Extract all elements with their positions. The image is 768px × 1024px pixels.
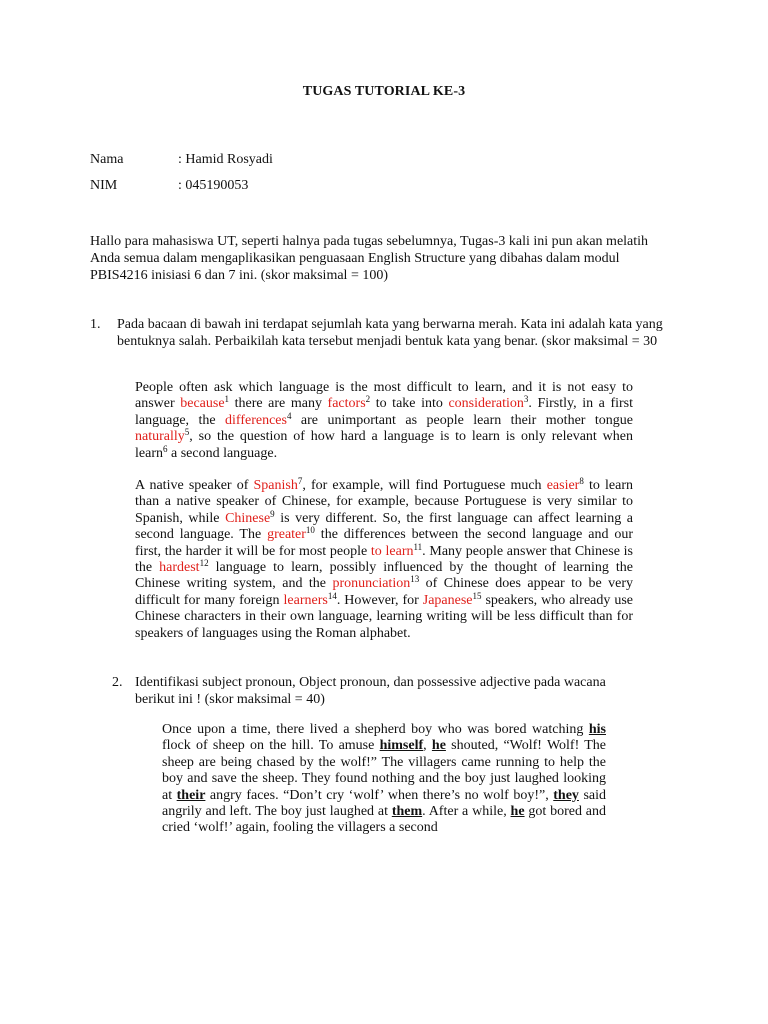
passage-text: said angrily and left. The boy just laughed at — [162, 787, 607, 820]
incorrect-word: hardest — [159, 560, 200, 576]
question-number: 2. — [112, 675, 123, 690]
passage-text: . After a while, — [422, 804, 511, 820]
passage-text: a second language. — [167, 445, 278, 461]
incorrect-word: naturally — [135, 429, 185, 445]
footnote-number: 4 — [286, 410, 292, 421]
name-value: : Hamid Rosyadi — [178, 152, 273, 167]
incorrect-word: consideration — [448, 396, 524, 412]
passage-text: of Chinese does appear to be very difficult for many foreign — [135, 576, 633, 608]
passage-text: , for example, will find Portuguese much — [302, 478, 547, 494]
incorrect-word: pronunciation — [332, 576, 411, 592]
incorrect-word: Spanish — [253, 478, 298, 494]
passage-text: . However, for — [336, 592, 423, 608]
footnote-number: 2 — [365, 394, 371, 405]
footnote-number: 6 — [162, 443, 168, 454]
pronoun-word: they — [553, 787, 579, 803]
passage-paragraph — [135, 478, 633, 642]
pronoun-word: himself — [379, 738, 424, 754]
name-label: Nama — [90, 152, 124, 167]
pronoun-word: he — [431, 738, 446, 754]
footnote-number: 7 — [297, 476, 303, 487]
incorrect-word: Chinese — [225, 510, 271, 526]
pronoun-word: his — [588, 722, 606, 737]
pronoun-word: he — [510, 804, 525, 820]
passage-text: A native speaker of — [135, 478, 254, 494]
passage-text: speakers, who already use Chinese characters in their own language, learning writing will be less difficult than for speakers of languages using the Roman alphabet. — [135, 592, 634, 641]
footnote-number: 13 — [410, 574, 420, 585]
incorrect-word: because — [180, 396, 225, 412]
passage-text: People often ask which language is the most difficult to learn, and it is not easy to answer — [135, 380, 633, 412]
question-text: Identifikasi subject pronoun, Object pronoun, dan possessive adjective pada wacana berikut ini ! (skor maksimal = 40) — [135, 675, 606, 707]
question-text: Pada bacaan di bawah ini terdapat sejumlah kata yang berwarna merah. Kata ini adalah kata yang bentuknya salah. Perbaikilah kata tersebut menjadi bentuk kata yang benar. (skor maksimal = 30 — [117, 317, 663, 349]
passage-text: flock of sheep on the hill. To amuse — [162, 738, 380, 754]
intro-paragraph: Hallo para mahasiswa UT, seperti halnya pada tugas sebelumnya, Tugas-3 kali ini pun akan melatih Anda semua dalam mengaplikasikan penguasaan English Structure yang dibahas dalam modul PBIS4216 inisiasi 6 dan 7 ini. (skor maksimal = 100) — [90, 234, 649, 283]
passage-text: got bored and cried ‘wolf!’ again, fooling the villagers a second — [162, 804, 607, 836]
footnote-number: 14 — [327, 590, 337, 601]
passage-text: are unimportant as people learn their mother tongue — [291, 412, 633, 428]
incorrect-word: greater — [267, 527, 306, 543]
pronoun-word: them — [391, 804, 423, 820]
passage-text: to learn than a native speaker of Chinese, for example, because Portuguese is very similar to Spanish, while — [135, 478, 633, 526]
incorrect-word: easier — [546, 478, 580, 494]
incorrect-word: differences — [225, 412, 287, 428]
passage-text: to take into — [370, 396, 449, 412]
passage-text: is very different. So, the first language can affect learning a second language. The — [135, 510, 633, 543]
footnote-number: 9 — [270, 508, 275, 519]
passage-text: language to learn, possibly influenced by the thought of learning the Chinese writing system, and the — [135, 560, 633, 592]
incorrect-word: Japanese — [422, 592, 473, 608]
passage-text: . Firstly, in a first language, the — [135, 396, 633, 428]
incorrect-word: learners — [283, 592, 328, 608]
passage-text: shouted, “Wolf! Wolf! The sheep are being chased by the wolf!” The villagers came running to help the boy and save the sheep. They found nothing and the boy just laughed looking at — [162, 738, 607, 803]
document-title: TUGAS TUTORIAL KE-3 — [302, 84, 466, 99]
passage-paragraph — [135, 380, 633, 462]
passage-text: there are many — [229, 396, 328, 412]
footnote-number: 12 — [199, 558, 209, 569]
passage-1 — [135, 380, 633, 642]
passage-text: Once upon a time, there lived a shepherd boy who was bored watching — [162, 722, 589, 737]
footnote-number: 10 — [305, 525, 315, 536]
passage-text: , so the question of how hard a language is to learn is only relevant when learn — [135, 429, 633, 461]
footnote-number: 8 — [579, 476, 584, 487]
footnote-number: 1 — [224, 394, 230, 405]
nim-value: : 045190053 — [178, 178, 249, 193]
footnote-number: 15 — [472, 590, 482, 601]
nim-label: NIM — [90, 178, 118, 193]
question-number: 1. — [90, 317, 101, 332]
passage-text: , — [423, 738, 432, 754]
passage-text: the differences between the second language and our first, the harder it will be for most people — [135, 527, 634, 559]
footnote-number: 3 — [523, 394, 529, 405]
footnote-number: 5 — [184, 427, 190, 438]
passage-text: angry faces. “Don’t cry ‘wolf’ when there’s no wolf boy!”, — [205, 787, 554, 803]
passage-paragraph — [162, 722, 606, 837]
pronoun-word: their — [176, 787, 206, 803]
incorrect-word: factors — [327, 396, 366, 412]
footnote-number: 11 — [413, 541, 423, 552]
passage-text: . Many people answer that Chinese is the — [135, 543, 633, 576]
incorrect-word: to learn — [370, 543, 414, 559]
passage-2 — [162, 722, 606, 837]
